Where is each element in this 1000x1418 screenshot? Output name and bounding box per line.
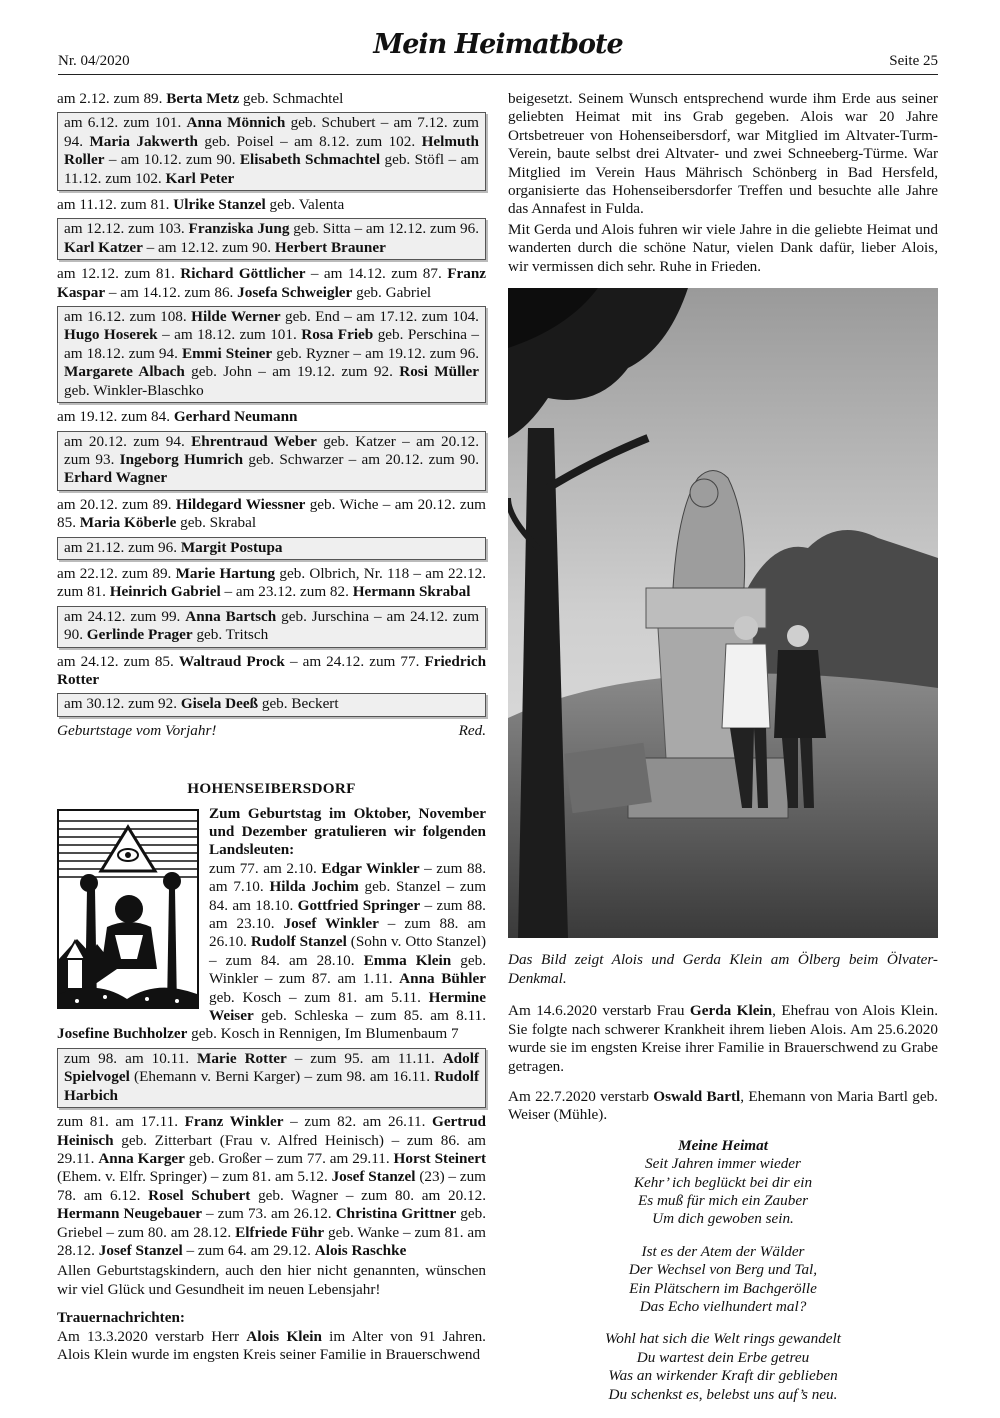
obituary-heading: Trauernachrichten:	[57, 1309, 185, 1327]
birthday-entry: am 19.12. zum 84. Gerhard Neumann	[57, 408, 298, 426]
header-rule	[58, 74, 938, 75]
obituary-entry: Am 13.3.2020 verstarb Herr Alois Klein im Alter von 91 Jahren. Alois Klein wurde im engsten Kreis seiner Familie in Brauerschwend	[57, 1327, 486, 1363]
poem-line: Es muß für mich ein Zauber	[637, 1191, 808, 1209]
congrats-intro: Zum Geburtstag im Oktober, November und Dezember gratulieren wir folgenden Landsleuten:	[209, 804, 486, 859]
obituary-entry: Am 14.6.2020 verstarb Frau Gerda Klein, Ehefrau von Alois Klein. Sie folgte nach schwerer Krankheit ihrem lieben Alois. Am 25.6.2020 wurde sie im engsten Kreise ihrer Familie in Brauerschwend zu Grabe getragen.	[508, 1002, 938, 1075]
obituary-continued: beigesetzt. Seinem Wunsch entsprechend wurde ihm Erde aus seiner geliebten Heimat mit ins Grab gegeben. Alois war 20 Jahre Ortsbetreuer von Hohenseibersdorf, war Mitglied im Altvater-Turm-Verein, baute selbst drei Altvater- und zwei Schneeberg-Türme. War Mitglied im Verein Haus Mährisch Schönberg in Bad Hersfeld, organisierte das Hohenseibersdorfer Treffen und besuchte alle Jahre das Annafest in Fulda.	[508, 90, 938, 218]
birthday-entry: zum 81. am 17.11. Franz Winkler – zum 82. am 26.11. Gertrud Heinisch geb. Zitterbart (Frau v. Alfred Heinisch) – zum 86. am 29.11. Anna Karger geb. Großer – zum 77. am 29.11. Horst Steinert (Ehem. v. Elfr. Springer) – zum 81. am 5.12. Josef Stanzel (23) – zum 78. am 6.12. Rosel Schubert geb. Wagner – zum 80. am 20.12. Hermann Neugebauer – zum 73. am 26.12. Christina Grittner geb. Griebel – zum 80. am 28.12. Elfriede Führ geb. Wanke – zum 81. am 28.12. Josef Stanzel – zum 64. am 29.12. Alois Raschke	[57, 1113, 487, 1259]
poem-line: Um dich gewoben sein.	[652, 1210, 794, 1228]
birthday-entry: zum 77. am 2.10. Edgar Winkler – zum 88. am 7.10. Hilda Jochim geb. Stanzel – zum 84. am 18.10. Gottfried Springer – zum 88. am 23.10. Josef Winkler – zum 88. am 26.10. Rudolf Stanzel (Sohn v. Otto Stanzel) – zum 84. am 28.10. Emma Klein geb. Winkler – zum 87. am 1.11. Anna Bühler geb. Kosch – zum 81. am 5.11. Hermine Weiser geb. Schleska – zum 85. am 8.11. Josefine Buchholzer geb. Kosch in Rennigen, Im Blumenbaum 7	[57, 859, 487, 1043]
poem-stanza	[508, 1155, 938, 1229]
birthday-entry: am 11.12. zum 81. Ulrike Stanzel geb. Valenta	[57, 196, 345, 214]
birthday-box: am 30.12. zum 92. Gisela Deeß geb. Beckert	[57, 693, 486, 716]
birthday-entry: am 20.12. zum 89. Hildegard Wiessner geb. Wiche – am 20.12. zum 85. Maria Köberle geb. Skrabal	[57, 495, 486, 532]
left-column	[57, 90, 486, 1366]
poem-stanza	[508, 1243, 938, 1317]
poem-title: Meine Heimat	[678, 1136, 768, 1154]
birthday-entry: am 22.12. zum 89. Marie Hartung geb. Olbrich, Nr. 118 – am 22.12. zum 81. Heinrich Gabriel – am 23.12. zum 82. Hermann Skrabal	[57, 564, 487, 601]
birthday-box: am 16.12. zum 108. Hilde Werner geb. End – am 17.12. zum 104. Hugo Hoserek – am 18.12. zum 101. Rosa Frieb geb. Perschina – am 18.12. zum 94. Emmi Steiner geb. Ryzner – am 19.12. zum 96. Margarete Albach geb. John – am 19.12. zum 92. Rosi Müller geb. Winkler-Blaschko	[57, 306, 486, 403]
wishes-text: Allen Geburtstagskindern, auch den hier nicht genannten, wünschen wir viel Glück und Gesundheit im neuen Lebensjahr!	[57, 1262, 486, 1298]
poem-stanza	[508, 1330, 938, 1404]
birthday-box: zum 98. am 10.11. Marie Rotter – zum 95. am 11.11. Adolf Spielvogel (Ehemann v. Berni Karger) – zum 98. am 16.11. Rudolf Harbich	[57, 1048, 486, 1108]
photo-caption: Das Bild zeigt Alois und Gerda Klein am Ölberg beim Ölvater-Denkmal.	[508, 951, 938, 987]
poem-line: Wohl hat sich die Welt rings gewandelt	[605, 1330, 841, 1348]
page-number: Seite 25	[889, 53, 938, 69]
poem-line: Was an wirkender Kraft dir geblieben	[608, 1367, 838, 1385]
poem-line: Das Echo vielhundert mal?	[639, 1297, 807, 1315]
birthday-box: am 20.12. zum 94. Ehrentraud Weber geb. Katzer – am 20.12. zum 93. Ingeborg Humrich geb. Schwarzer – am 20.12. zum 90. Erhard Wagner	[57, 431, 486, 491]
page-header	[58, 29, 938, 72]
poem	[508, 1137, 938, 1404]
woodcut-illustration	[57, 809, 199, 1009]
obituary-closing: Mit Gerda und Alois fuhren wir viele Jahre in die geliebte Heimat und wanderten durch die schöne Natur, vielen Dank dafür, lieber Alois, wir vermissen dich sehr. Ruhe in Frieden.	[508, 220, 938, 275]
birthday-box: am 24.12. zum 99. Anna Bartsch geb. Jurschina – am 24.12. zum 90. Gerlinde Prager geb. Tritsch	[57, 606, 486, 648]
masthead-logo: Mein Heimatbote	[373, 29, 623, 60]
obituary-entry: Am 22.7.2020 verstarb Oswald Bartl, Ehemann von Maria Bartl geb. Weiser (Mühle).	[508, 1087, 938, 1124]
poem-line: Der Wechsel von Berg und Tal,	[628, 1261, 818, 1279]
poem-line: Ein Plätschern im Bachgerölle	[629, 1279, 817, 1297]
birthday-box: am 6.12. zum 101. Anna Mönnich geb. Schubert – am 7.12. zum 94. Maria Jakwerth geb. Poisel – am 8.12. zum 102. Helmuth Roller – am 10.12. zum 90. Elisabeth Schmachtel geb. Stöfl – am 11.12. zum 102. Karl Peter	[57, 112, 486, 191]
poem-line: Ist es der Atem der Wälder	[641, 1242, 805, 1260]
vorjahr-note: Geburtstage vom Vorjahr!	[57, 721, 217, 739]
poem-line: Seit Jahren immer wieder	[645, 1155, 801, 1173]
right-column	[508, 90, 938, 1418]
editor-signature: Red.	[458, 721, 486, 739]
photo-monument	[508, 288, 938, 938]
section-title: HOHENSEIBERSDORF	[187, 780, 356, 798]
birthday-entry: am 12.12. zum 81. Richard Göttlicher – am 14.12. zum 87. Franz Kaspar – am 14.12. zum 86. Josefa Schweigler geb. Gabriel	[57, 265, 487, 301]
signature-line	[57, 722, 486, 740]
birthday-box: am 21.12. zum 96. Margit Postupa	[57, 537, 486, 560]
birthday-entry: am 24.12. zum 85. Waltraud Prock – am 24.12. zum 77. Friedrich Rotter	[57, 652, 487, 688]
poem-line: Du schenkst es, belebst uns auf’s neu.	[608, 1385, 838, 1403]
birthday-entry: am 2.12. zum 89. Berta Metz geb. Schmachtel	[57, 90, 344, 107]
poem-line: Kehr’ ich beglückt bei dir ein	[633, 1173, 813, 1191]
birthday-box: am 12.12. zum 103. Franziska Jung geb. Sitta – am 12.12. zum 96. Karl Katzer – am 12.12. zum 90. Herbert Brauner	[57, 218, 486, 260]
poem-line: Du wartest dein Erbe getreu	[636, 1348, 810, 1366]
issue-number: Nr. 04/2020	[58, 53, 130, 69]
